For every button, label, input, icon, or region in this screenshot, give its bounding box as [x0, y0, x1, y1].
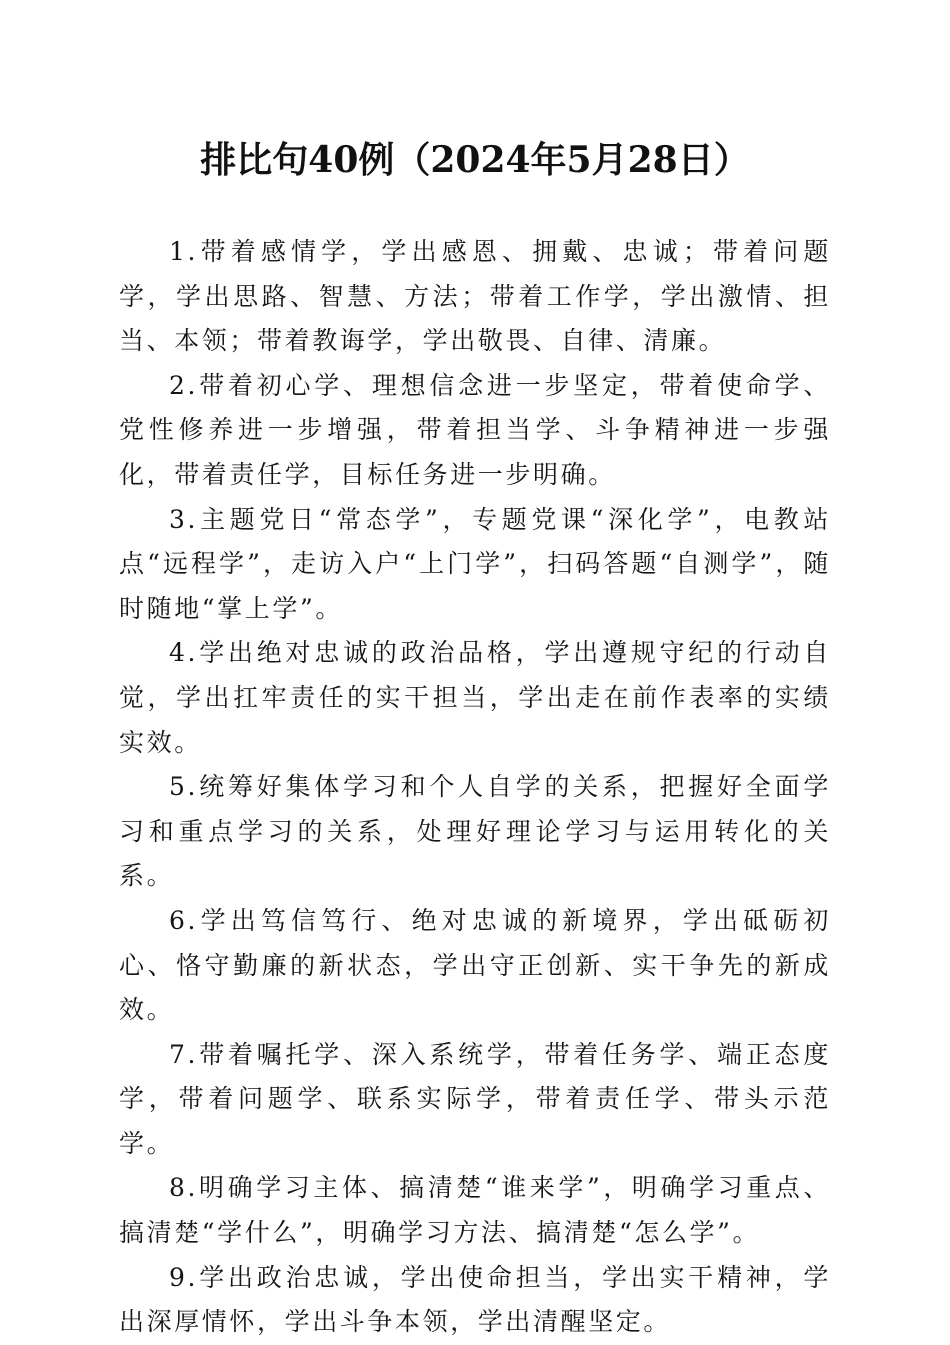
paragraph-9: 9.学出政治忠诚，学出使命担当，学出实干精神，学出深厚情怀，学出斗争本领，学出清醒坚定。 [119, 1262, 831, 1337]
document-body [119, 230, 831, 1345]
paragraph-2: 2.带着初心学、理想信念进一步坚定，带着使命学、党性修养进一步增强，带着担当学、斗争精神进一步强化，带着责任学，目标任务进一步明确。 [119, 370, 831, 489]
document-title: 排比句40例（2024年5月28日） [200, 139, 750, 181]
paragraph-4: 4.学出绝对忠诚的政治品格，学出遵规守纪的行动自觉，学出扛牢责任的实干担当，学出走在前作表率的实绩实效。 [119, 638, 831, 757]
paragraph-8: 8.明确学习主体、搞清楚“谁来学”，明确学习重点、搞清楚“学什么”，明确学习方法、搞清楚“怎么学”。 [119, 1173, 831, 1248]
paragraph-1: 1.带着感情学，学出感恩、拥戴、忠诚；带着问题学，学出思路、智慧、方法；带着工作学，学出激情、担当、本领；带着教诲学，学出敬畏、自律、清廉。 [119, 237, 831, 356]
paragraph-5: 5.统筹好集体学习和个人自学的关系，把握好全面学习和重点学习的关系，处理好理论学习与运用转化的关系。 [119, 772, 831, 891]
paragraph-7: 7.带着嘱托学、深入系统学，带着任务学、端正态度学，带着问题学、联系实际学，带着责任学、带头示范学。 [119, 1039, 831, 1158]
paragraph-6: 6.学出笃信笃行、绝对忠诚的新境界，学出砥砺初心、恪守勤廉的新状态，学出守正创新、实干争先的新成效。 [119, 905, 831, 1025]
paragraph-3: 3.主题党日“常态学”，专题党课“深化学”，电教站点“远程学”，走访入户“上门学”，扫码答题“自测学”，随时随地“掌上学”。 [119, 504, 831, 623]
